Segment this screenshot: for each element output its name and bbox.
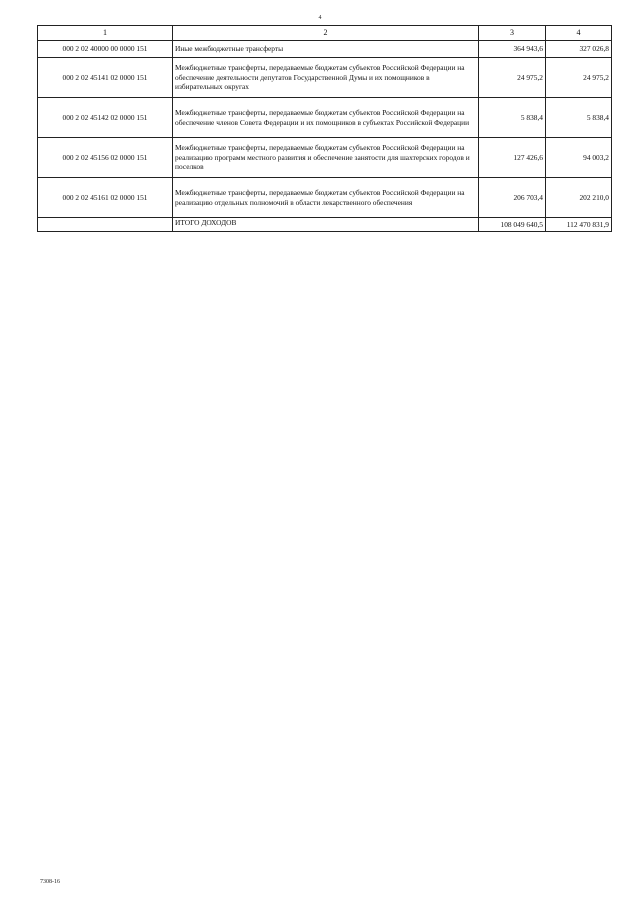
budget-code-cell: 000 2 02 45141 02 0000 151 — [38, 58, 173, 98]
budget-code-cell: 000 2 02 45142 02 0000 151 — [38, 98, 173, 138]
amount-col4-cell: 5 838,4 — [546, 98, 612, 138]
table-row — [38, 178, 612, 218]
document-footer-code: 7308-16 — [40, 879, 60, 885]
amount-col3-cell: 24 975,2 — [479, 58, 546, 98]
amount-col3-cell: 206 703,4 — [479, 178, 546, 218]
table-row — [38, 138, 612, 178]
revenue-name-cell: Межбюджетные трансферты, передаваемые бюджетам субъектов Российской Федерации на реализацию программ местного развития и обеспечение занятости для шахтерских городов и поселков — [173, 138, 479, 178]
budget-code-cell: 000 2 02 45156 02 0000 151 — [38, 138, 173, 178]
budget-code-cell: 000 2 02 45161 02 0000 151 — [38, 178, 173, 218]
page-number: 4 — [318, 15, 322, 21]
table-row — [38, 58, 612, 98]
budget-code-cell: 000 2 02 40000 00 0000 151 — [38, 41, 173, 58]
table-row — [38, 41, 612, 58]
amount-col4-cell: 24 975,2 — [546, 58, 612, 98]
revenue-table — [37, 25, 612, 232]
total-row — [38, 218, 612, 232]
total-code-cell — [38, 218, 173, 232]
revenue-name-cell: Иные межбюджетные трансферты — [173, 41, 479, 58]
column-header-3: 3 — [479, 26, 546, 41]
revenue-name-cell: Межбюджетные трансферты, передаваемые бюджетам субъектов Российской Федерации на обеспечение деятельности депутатов Государственной Думы и их помощников в избирательных округах — [173, 58, 479, 98]
column-header-2: 2 — [173, 26, 479, 41]
column-header-1: 1 — [38, 26, 173, 41]
total-label: ИТОГО ДОХОДОВ — [173, 218, 479, 232]
amount-col3-cell: 364 943,6 — [479, 41, 546, 58]
amount-col3-cell: 127 426,6 — [479, 138, 546, 178]
revenue-name-cell: Межбюджетные трансферты, передаваемые бюджетам субъектов Российской Федерации на реализацию отдельных полномочий в области лекарственного обеспечения — [173, 178, 479, 218]
amount-col4-cell: 327 026,8 — [546, 41, 612, 58]
amount-col4-cell: 94 003,2 — [546, 138, 612, 178]
table-header-row — [38, 26, 612, 41]
revenue-name-cell: Межбюджетные трансферты, передаваемые бюджетам субъектов Российской Федерации на обеспечение членов Совета Федерации и их помощников в субъектах Российской Федерации — [173, 98, 479, 138]
column-header-4: 4 — [546, 26, 612, 41]
amount-col3-cell: 5 838,4 — [479, 98, 546, 138]
table-row — [38, 98, 612, 138]
amount-col4-cell: 202 210,0 — [546, 178, 612, 218]
total-col3-cell: 108 049 640,5 — [479, 218, 546, 232]
total-col4-cell: 112 470 831,9 — [546, 218, 612, 232]
